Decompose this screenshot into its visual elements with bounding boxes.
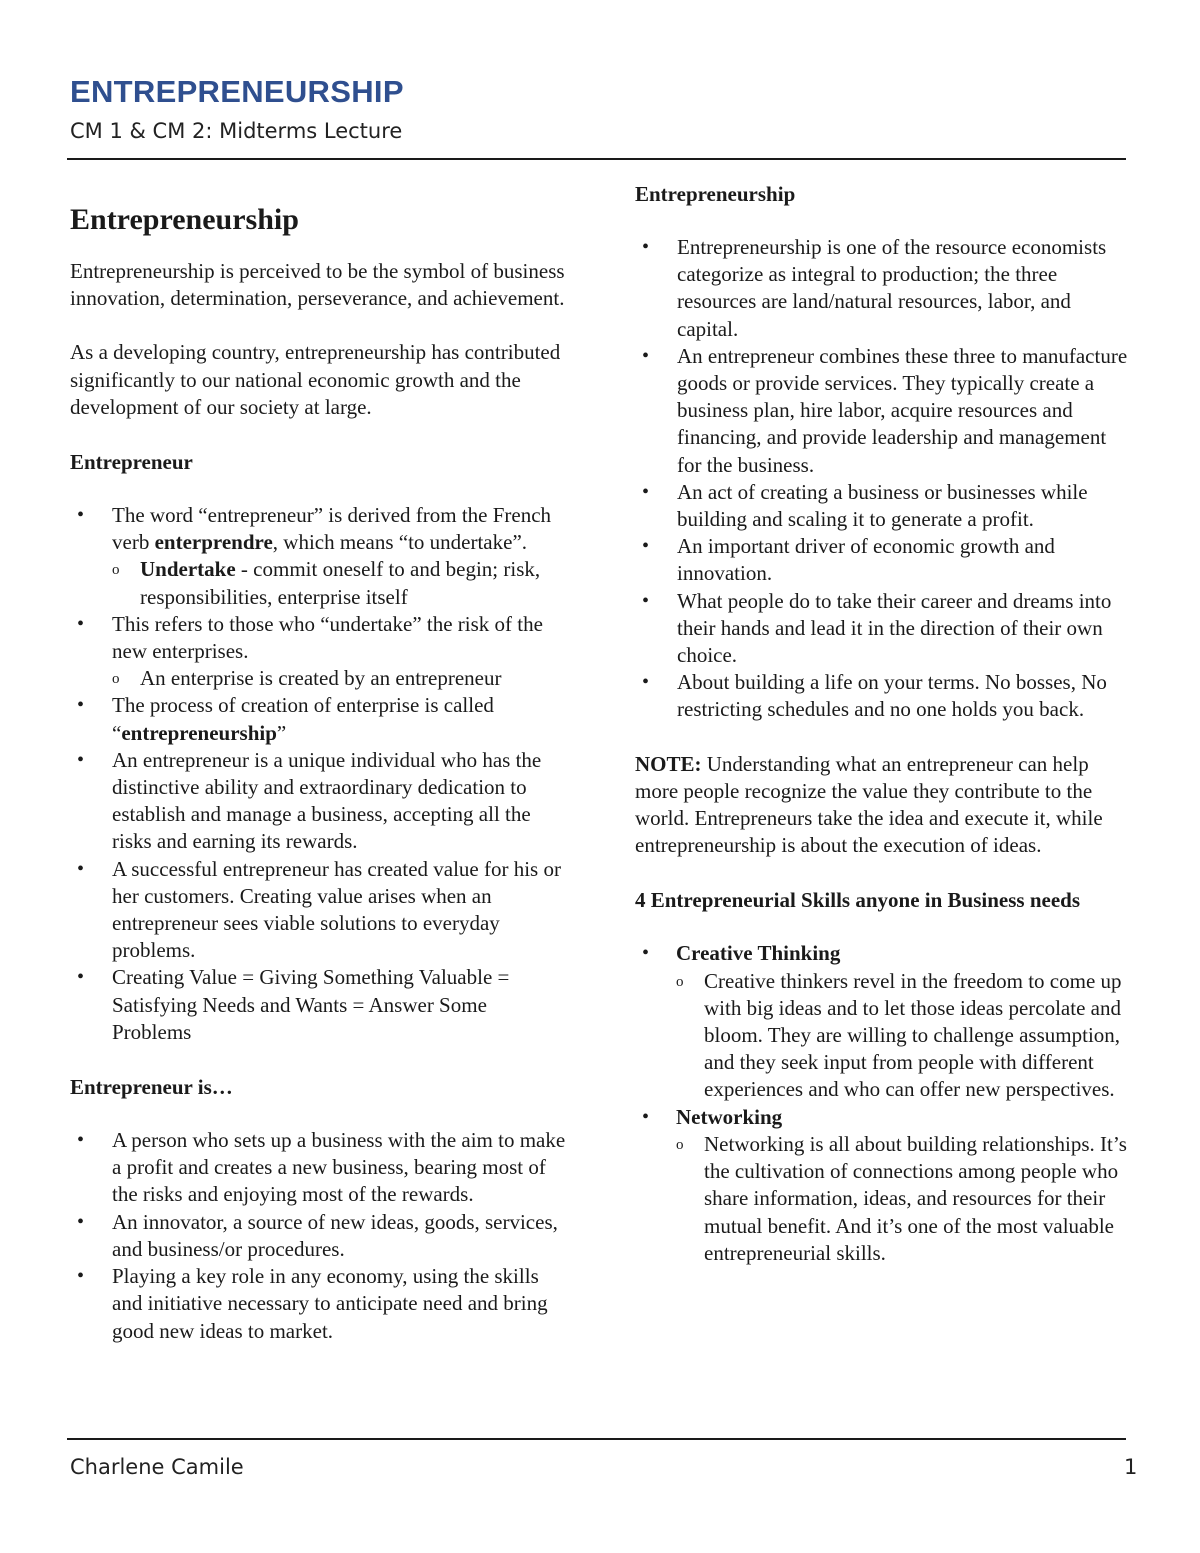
list-item: • What people do to take their career and dreams into their hands and lead it in the direction of their own choice. <box>635 588 1130 670</box>
note-label: NOTE: <box>635 751 702 776</box>
page-number: 1 <box>1124 1455 1138 1479</box>
intro-paragraph-2: As a developing country, entrepreneurship has contributed significantly to our national economic growth and the development of our society at large. <box>70 340 561 419</box>
footer-author: Charlene Camile <box>70 1455 244 1479</box>
section-heading-entrepreneurship: Entrepreneurship <box>70 203 299 236</box>
header-rule <box>67 158 1126 160</box>
section-heading-entrepreneur: Entrepreneur <box>70 450 193 475</box>
list-item: • About building a life on your terms. No bosses, No restricting schedules and no one holds you back. <box>635 669 1130 723</box>
entrepreneur-is-list <box>70 1127 570 1345</box>
sub-list-item: o Creative thinkers revel in the freedom to come up with big ideas and to let those ideas percolate and bloom. They are willing to challenge assumption, and they seek input from people with different experiences and who can offer new perspectives. <box>676 968 1130 1104</box>
list-item: • The process of creation of enterprise is called “entrepreneurship” <box>70 692 570 746</box>
skills-list <box>635 940 1130 1266</box>
note-paragraph: NOTE: Understanding what an entrepreneur can help more people recognize the value they contribute to the world. Entrepreneurs take the idea and execute it, while entrepreneurship is about the execution of ideas. <box>635 751 1103 858</box>
list-item: • A person who sets up a business with the aim to make a profit and creates a new business, bearing most of the risks and enjoying most of the rewards. <box>70 1127 570 1209</box>
skill-name: Networking <box>676 1104 783 1129</box>
list-item: • A successful entrepreneur has created value for his or her customers. Creating value arises when an entrepreneur sees viable solutions to everyday problems. <box>70 856 570 965</box>
list-item: • An entrepreneur is a unique individual who has the distinctive ability and extraordinary dedication to establish and manage a business, accepting all the risks and earning its rewards. <box>70 747 570 856</box>
sub-list <box>676 1131 1130 1267</box>
intro-paragraph-1: Entrepreneurship is perceived to be the symbol of business innovation, determination, perseverance, and achievement. <box>70 259 565 311</box>
left-column <box>70 200 570 1372</box>
section-heading-skills: 4 Entrepreneurial Skills anyone in Business needs <box>635 888 1080 913</box>
sub-list-item: o Networking is all about building relationships. It’s the cultivation of connections among people who share information, ideas, and resources for their mutual benefit. And it’s one of the most valuable entrepreneurial skills. <box>676 1131 1130 1267</box>
section-heading-entrepreneur-is: Entrepreneur is… <box>70 1075 233 1100</box>
list-item: • The word “entrepreneur” is derived from the French verb enterprendre, which means “to undertake”. o Undertake - commit oneself to and begin; risk, responsibilities, enterprise itself <box>70 502 570 611</box>
document-title: ENTREPRENEURSHIP <box>70 74 404 109</box>
list-item: • Creating Value = Giving Something Valuable = Satisfying Needs and Wants = Answer Some Problems <box>70 964 570 1046</box>
list-item: • An innovator, a source of new ideas, goods, services, and business/or procedures. <box>70 1209 570 1263</box>
list-item: • An entrepreneur combines these three to manufacture goods or provide services. They typically create a business plan, hire labor, acquire resources and financing, and provide leadership and management for the business. <box>635 343 1130 479</box>
list-item: • Entrepreneurship is one of the resource economists categorize as integral to production; the three resources are land/natural resources, labor, and capital. <box>635 234 1130 343</box>
list-item <box>635 1104 1130 1267</box>
footer-rule <box>67 1438 1126 1440</box>
sub-list-item: o An enterprise is created by an entrepreneur <box>112 665 570 692</box>
entrepreneurship-list <box>635 234 1130 724</box>
document-subtitle: CM 1 & CM 2: Midterms Lecture <box>70 119 403 143</box>
section-heading-entrepreneurship-right: Entrepreneurship <box>635 182 796 206</box>
sub-list <box>112 665 570 692</box>
sub-list-item: o Undertake - commit oneself to and begin; risk, responsibilities, enterprise itself <box>112 556 570 610</box>
entrepreneur-list <box>70 502 570 1046</box>
right-column <box>635 180 1130 1294</box>
list-item: • An important driver of economic growth and innovation. <box>635 533 1130 587</box>
list-item: • This refers to those who “undertake” the risk of the new enterprises. o An enterprise is created by an entrepreneur <box>70 611 570 693</box>
list-item: • An act of creating a business or businesses while building and scaling it to generate a profit. <box>635 479 1130 533</box>
list-item <box>635 940 1130 1103</box>
skill-name: Creative Thinking <box>676 941 841 966</box>
sub-list <box>676 968 1130 1104</box>
sub-list <box>112 556 570 610</box>
list-item: • Playing a key role in any economy, using the skills and initiative necessary to anticipate need and bring good new ideas to market. <box>70 1263 570 1345</box>
